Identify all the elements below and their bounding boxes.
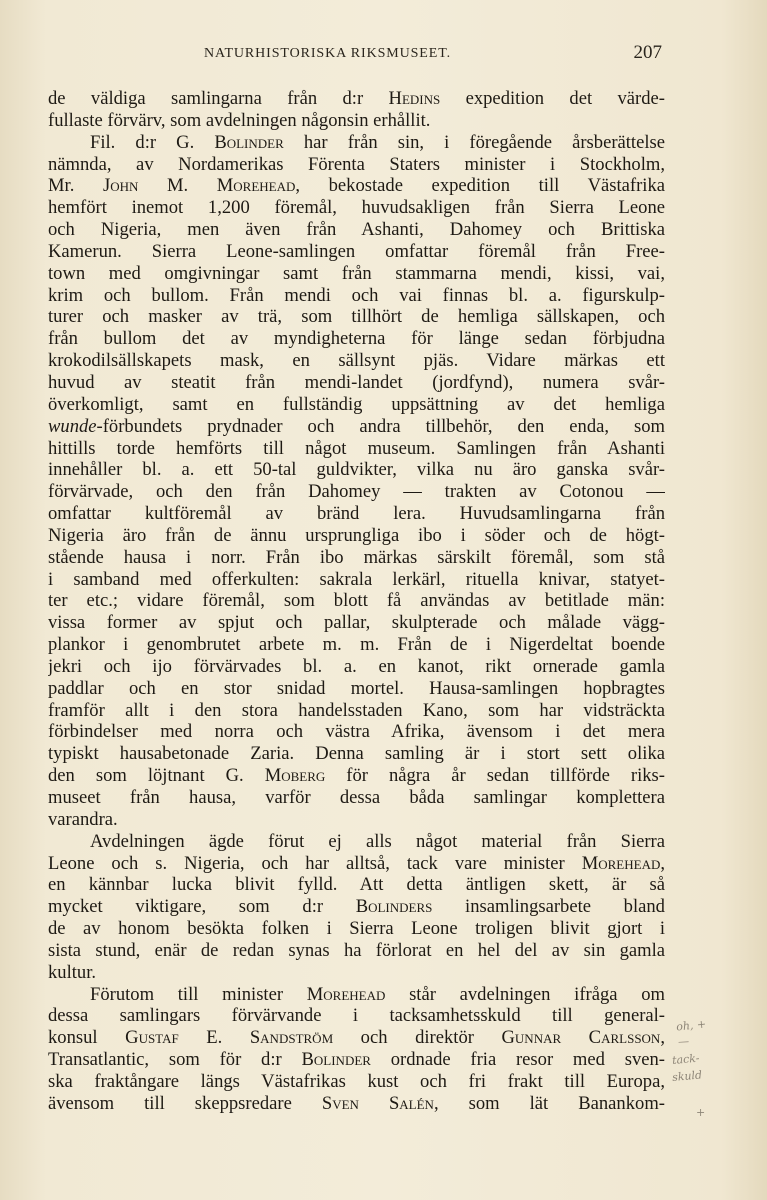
text-line bbox=[48, 372, 665, 394]
text-segment: town med omgivningar samt från stammarna mendi, kissi, vai, bbox=[48, 262, 665, 284]
text-segment: , som lät Banankom- bbox=[433, 1092, 665, 1114]
text-line bbox=[48, 656, 665, 678]
text-segment: den som löjtnant G. bbox=[48, 765, 265, 787]
text-segment: Kamerun. Sierra Leone-samlingen omfattar föremål från Free- bbox=[48, 240, 665, 262]
text-segment: , bekostade expedition till Västafrika bbox=[295, 175, 665, 197]
text-line bbox=[48, 918, 665, 940]
body-text bbox=[48, 88, 665, 1115]
text-line bbox=[48, 241, 665, 263]
text-segment: och Nigeria, men även från Ashanti, Dahomey och Brittiska bbox=[48, 219, 665, 241]
text-line bbox=[48, 590, 665, 612]
small-caps-name: Sven Salén bbox=[321, 1092, 434, 1114]
text-line bbox=[48, 1071, 665, 1093]
text-segment: hemfört inemot 1,200 föremål, huvudsakligen från Sierra Leone bbox=[48, 197, 665, 219]
text-line bbox=[48, 853, 665, 875]
text-segment: sista stund, enär de redan synas ha förlorat en hel del av sin gamla bbox=[48, 939, 665, 961]
text-segment: ordnade fria resor med sven- bbox=[370, 1049, 665, 1071]
text-segment: krokodilsällskapets mask, en sällsynt pjäs. Vidare märkas ett bbox=[48, 350, 665, 372]
text-segment: vissa former av spjut och pallar, skulpterade och målade vägg- bbox=[48, 612, 665, 634]
text-line bbox=[48, 132, 665, 154]
text-segment: museet från hausa, varför dessa båda samlingar komplettera bbox=[48, 787, 665, 808]
text-segment: kultur. bbox=[48, 961, 97, 983]
text-line bbox=[48, 503, 665, 525]
text-segment: omfattar kultföremål av bränd lera. Huvudsamlingarna från bbox=[48, 503, 665, 525]
text-segment: Transatlantic, som för d:r bbox=[48, 1049, 302, 1071]
text-line bbox=[48, 306, 665, 328]
text-line bbox=[48, 263, 665, 285]
small-caps-name: Morehead bbox=[306, 983, 386, 1005]
small-caps-name: Morehead bbox=[581, 852, 661, 874]
text-segment: insamlingsarbete bland bbox=[432, 896, 665, 918]
text-segment: fullaste förvärv, som avdelningen någonsin erhållit. bbox=[48, 109, 431, 131]
text-line bbox=[48, 831, 665, 853]
text-segment: framför allt i den stora handelsstaden Kano, som har vidsträckta bbox=[48, 699, 665, 721]
text-segment: typiskt hausabetonade Zaria. Denna samling är i stort sett olika bbox=[48, 743, 665, 765]
text-line bbox=[48, 197, 665, 219]
text-line bbox=[48, 1005, 665, 1027]
text-line bbox=[48, 700, 665, 722]
text-line bbox=[48, 896, 665, 918]
text-segment: har från sin, i föregående årsberättelse bbox=[283, 131, 665, 153]
text-segment: turer och masker av trä, som tillhört de hemliga sällskapen, och bbox=[48, 306, 665, 328]
text-segment: stående hausa i norr. Från ibo märkas särskilt föremål, som stå bbox=[48, 546, 665, 568]
text-segment: förvärvade, och den från Dahomey — trakten av Cotonou — bbox=[48, 481, 665, 503]
text-segment: i samband med offerkulten: sakrala lerkärl, rituella knivar, statyet- bbox=[48, 568, 665, 590]
margin-note-line: skuld bbox=[671, 1068, 703, 1084]
text-line bbox=[48, 350, 665, 372]
text-segment: Leone och s. Nigeria, och har alltså, tack vare minister bbox=[48, 852, 582, 874]
text-line bbox=[48, 88, 665, 110]
text-segment: står avdelningen ifråga om bbox=[385, 983, 665, 1005]
running-title: NATURHISTORISKA RIKSMUSEET. bbox=[204, 46, 452, 61]
text-line bbox=[48, 962, 665, 984]
small-caps-name: Bolinder bbox=[214, 131, 284, 153]
text-line bbox=[48, 219, 665, 241]
text-line bbox=[48, 940, 665, 962]
text-segment: -förbundets prydnader och andra tillbehör, den enda, som bbox=[96, 415, 665, 437]
text-segment: de av honom besökta folken i Sierra Leone troligen blivit gjort i bbox=[48, 918, 665, 940]
text-line bbox=[48, 787, 665, 809]
text-line bbox=[48, 634, 665, 656]
text-segment: mycket viktigare, som d:r bbox=[48, 896, 356, 918]
text-line bbox=[48, 765, 665, 787]
text-segment: varandra. bbox=[48, 808, 118, 830]
text-line bbox=[48, 547, 665, 569]
text-line bbox=[48, 328, 665, 350]
text-segment: för några år sedan tillförde riks- bbox=[325, 765, 665, 787]
small-caps-name: Moberg bbox=[264, 765, 326, 787]
text-line bbox=[48, 175, 665, 197]
text-segment: Avdelningen ägde förut ej alls något material från Sierra bbox=[90, 830, 665, 852]
text-segment: nämnda, av Nordamerikas Förenta Staters minister i Stockholm, bbox=[48, 153, 665, 175]
text-segment: expedition det värde- bbox=[440, 88, 665, 109]
text-segment: Mr. bbox=[48, 175, 103, 197]
text-segment: krim och bullom. Från mendi och vai finnas bl. a. figurskulp- bbox=[48, 284, 665, 306]
text-segment: dessa samlingars förvärvande i tacksamhetsskuld till general- bbox=[48, 1005, 665, 1027]
text-segment: , bbox=[660, 852, 665, 874]
text-line bbox=[48, 1093, 665, 1115]
text-segment: de väldiga samlingarna från d:r bbox=[48, 88, 389, 109]
small-caps-name: John bbox=[102, 175, 139, 197]
text-segment: Fil. d:r G. bbox=[90, 131, 215, 153]
small-caps-name: Gunnar Carlsson bbox=[501, 1027, 661, 1049]
page-number: 207 bbox=[633, 42, 662, 63]
text-line bbox=[48, 394, 665, 416]
text-segment: hittills torde hemförts till något museum. Samlingen från Ashanti bbox=[48, 437, 665, 459]
margin-note-line: tack- bbox=[671, 1051, 700, 1067]
text-segment: , bbox=[660, 1027, 665, 1049]
handwritten-margin-note bbox=[668, 1014, 763, 1124]
text-line bbox=[48, 612, 665, 634]
margin-note-line: oh, + bbox=[675, 1017, 707, 1034]
text-line bbox=[48, 110, 665, 132]
text-segment: huvud av steatit från mendi-landet (jordfynd), numera svår- bbox=[48, 371, 665, 393]
text-line bbox=[48, 721, 665, 743]
italic-word: wunde bbox=[48, 415, 97, 437]
small-caps-name: Morehead bbox=[216, 175, 296, 197]
text-line bbox=[48, 416, 665, 438]
text-line bbox=[48, 809, 665, 831]
text-line bbox=[48, 438, 665, 460]
small-caps-name: Bolinder bbox=[301, 1049, 371, 1071]
text-segment: ter etc.; vidare föremål, som blott få användas av betitlade män: bbox=[48, 590, 665, 612]
text-segment: E. bbox=[178, 1027, 250, 1049]
text-segment: konsul bbox=[48, 1027, 126, 1049]
text-line bbox=[48, 285, 665, 307]
text-line bbox=[48, 743, 665, 765]
text-line bbox=[48, 459, 665, 481]
page-header bbox=[48, 40, 664, 68]
text-line bbox=[48, 1049, 665, 1071]
small-caps-name: Bolinders bbox=[355, 896, 433, 918]
text-segment: paddlar och en stor snidad mortel. Hausa-samlingen hopbragtes bbox=[48, 677, 665, 699]
text-segment: överkomligt, samt en fullständig uppsättning av det hemliga bbox=[48, 393, 665, 415]
text-segment: ävensom till skeppsredare bbox=[48, 1092, 322, 1114]
text-segment: och direktör bbox=[333, 1027, 502, 1049]
text-segment: Nigeria äro från de ännu ursprungliga ibo i söder och de högt- bbox=[48, 524, 665, 546]
text-segment: Förutom till minister bbox=[90, 983, 307, 1005]
small-caps-name: Gustaf bbox=[125, 1027, 179, 1049]
text-line bbox=[48, 678, 665, 700]
small-caps-name: Hedins bbox=[388, 88, 441, 109]
text-line bbox=[48, 1027, 665, 1049]
text-line bbox=[48, 525, 665, 547]
text-segment: M. bbox=[138, 175, 217, 197]
text-segment: jekri och ijo förvärvades bl. a. en kanot, rikt ornerade gamla bbox=[48, 655, 665, 677]
text-line bbox=[48, 874, 665, 896]
text-segment: förbindelser med norra och västra Afrika, ävensom i det mera bbox=[48, 721, 665, 743]
text-segment: plankor i genombrutet arbete m. m. Från de i Nigerdeltat boende bbox=[48, 634, 665, 656]
small-caps-name: Sandström bbox=[249, 1027, 334, 1049]
text-segment: innehåller bl. a. ett 50-tal guldvikter, vilka nu äro ganska svår- bbox=[48, 459, 665, 481]
text-segment: från bullom det av myndigheterna för länge sedan förbjudna bbox=[48, 328, 665, 350]
text-segment: ska fraktångare längs Västafrikas kust och fri frakt till Europa, bbox=[48, 1070, 665, 1092]
margin-note-line: — bbox=[677, 1034, 690, 1049]
text-segment: en kännbar lucka blivit fylld. Att detta äntligen skett, är så bbox=[48, 874, 665, 896]
text-line bbox=[48, 154, 665, 176]
text-line bbox=[48, 984, 665, 1006]
margin-note-line: + bbox=[696, 1106, 706, 1119]
text-line bbox=[48, 481, 665, 503]
text-line bbox=[48, 569, 665, 591]
